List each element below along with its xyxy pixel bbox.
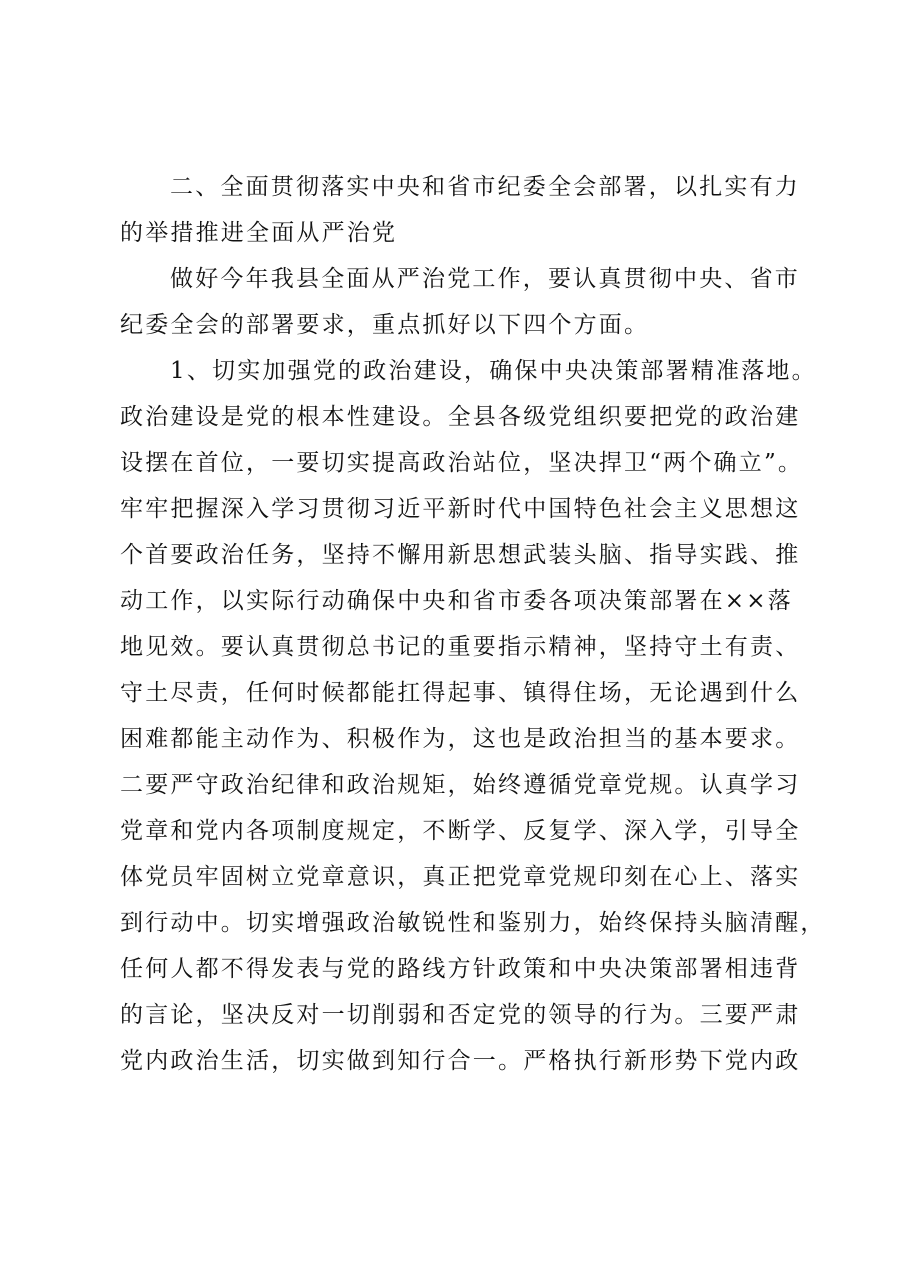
paragraph-line: 党章和党内各项制度规定，不断学、反复学、深入学，引导全 — [120, 818, 801, 844]
paragraph-line: 政治建设是党的根本性建设。全县各级党组织要把党的政治建 — [120, 404, 801, 430]
paragraph-line: 困难都能主动作为、积极作为，这也是政治担当的基本要求。 — [120, 726, 801, 752]
paragraph-line: 党内政治生活，切实做到知行合一。严格执行新形势下党内政 — [120, 1048, 801, 1074]
paragraph-line: 做好今年我县全面从严治党工作，要认真贯彻中央、省市 — [170, 266, 800, 292]
paragraph-line: 设摆在首位，一要切实提高政治站位，坚决捍卫“两个确立”。 — [120, 450, 804, 476]
paragraph-line: 体党员牢固树立党章意识，真正把党章党规印刻在心上、落实 — [120, 864, 801, 890]
paragraph-line: 动工作，以实际行动确保中央和省市委各项决策部署在××落 — [120, 588, 793, 614]
paragraph-line: 纪委全会的部署要求，重点抓好以下四个方面。 — [120, 312, 650, 338]
paragraph-line: 到行动中。切实增强政治敏锐性和鉴别力，始终保持头脑清醒， — [120, 910, 826, 936]
paragraph-line: 的言论，坚决反对一切削弱和否定党的领导的行为。三要严肃 — [120, 1002, 801, 1028]
paragraph-line: 地见效。要认真贯彻总书记的重要指示精神，坚持守土有责、 — [120, 634, 801, 660]
subsection-heading-line: 1、切实加强党的政治建设，确保中央决策部署精准落地。 — [170, 358, 817, 384]
paragraph-line: 个首要政治任务，坚持不懈用新思想武装头脑、指导实践、推 — [120, 542, 801, 568]
paragraph-line: 牢牢把握深入学习贯彻习近平新时代中国特色社会主义思想这 — [120, 496, 801, 522]
paragraph-line: 二要严守政治纪律和政治规矩，始终遵循党章党规。认真学习 — [120, 772, 801, 798]
section-heading-line-1: 二、全面贯彻落实中央和省市纪委全会部署，以扎实有力 — [170, 174, 800, 200]
paragraph-line: 守土尽责，任何时候都能扛得起事、镇得住场，无论遇到什么 — [120, 680, 801, 706]
paragraph-line: 任何人都不得发表与党的路线方针政策和中央决策部署相违背 — [120, 956, 801, 982]
section-heading-line-2: 的举措推进全面从严治党 — [120, 220, 398, 246]
document-body — [120, 164, 826, 1084]
